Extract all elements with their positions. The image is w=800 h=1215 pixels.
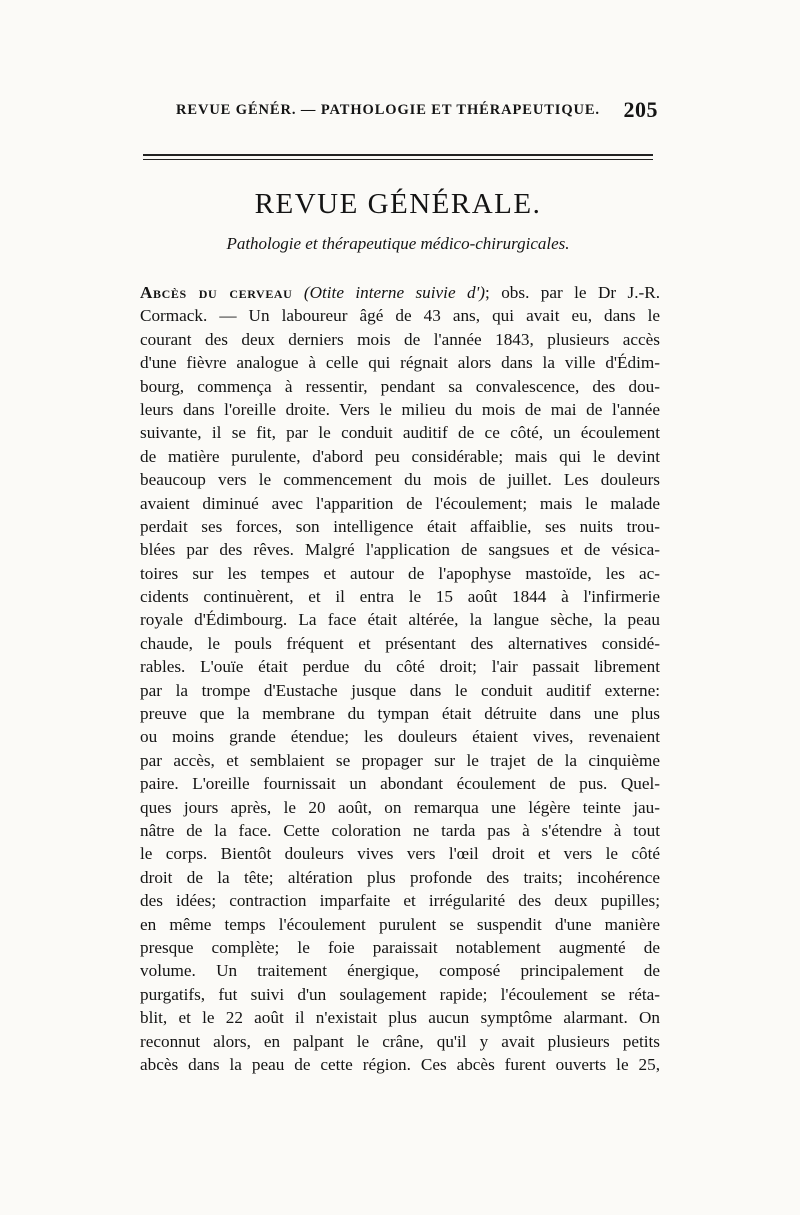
- article-line: suivante, il se fit, par le conduit auditif de ce côté, un écoulement: [140, 423, 660, 443]
- article-line: en même temps l'écoulement purulent se suspendit d'une manière: [140, 914, 660, 934]
- article-line: perdait ses forces, son intelligence était affaiblie, ses nuits trou-: [140, 516, 660, 536]
- article-line: toires sur les tempes et autour de l'apophyse mastoïde, les ac-: [140, 563, 660, 583]
- article-line: d'une fièvre analogue à celle qui régnait alors dans la ville d'Édim-: [140, 353, 660, 373]
- article-line: reconnut alors, en palpant le crâne, qu'il y avait plusieurs petits: [140, 1031, 660, 1051]
- article-line: blit, et le 22 août il n'existait plus aucun symptôme alarmant. On: [140, 1008, 660, 1028]
- running-head: [142, 98, 658, 122]
- article-line: cidents continuèrent, et il entra le 15 août 1844 à l'infirmerie: [140, 587, 660, 607]
- page-number: 205: [623, 97, 658, 122]
- article-line: presque complète; le foie paraissait notablement augmenté de: [140, 937, 660, 957]
- article-line: ques jours après, le 20 août, on remarqua une légère teinte jau-: [140, 797, 660, 817]
- article-line: volume. Un traitement énergique, composé principalement de: [140, 961, 660, 981]
- article-line: avaient diminué avec l'apparition de l'écoulement; mais le malade: [140, 493, 660, 513]
- article-line: royale d'Édimbourg. La face était altérée, la langue sèche, la peau: [140, 610, 660, 630]
- article-line: purgatifs, fut suivi d'un soulagement rapide; l'écoulement se réta-: [140, 984, 660, 1004]
- article-line: droit de la tête; altération plus profonde des traits; incohérence: [140, 867, 660, 887]
- article-line: preuve que la membrane du tympan était détruite dans une plus: [140, 704, 660, 724]
- article-line: bourg, commença à ressentir, pendant sa convalescence, des dou-: [140, 376, 660, 396]
- article-line: nâtre de la face. Cette coloration ne tarda pas à s'étendre à tout: [140, 820, 660, 840]
- article-line: rables. L'ouïe était perdue du côté droit; l'air passait librement: [140, 657, 660, 677]
- article-line: paire. L'oreille fournissait un abondant écoulement de pus. Quel-: [140, 774, 660, 794]
- article-line: chaude, le pouls fréquent et présentant des alternatives considé-: [140, 633, 660, 653]
- double-rule-divider: [143, 154, 653, 160]
- article-line: par la trompe d'Eustache jusque dans le conduit auditif externe:: [140, 680, 660, 700]
- article-line: des idées; contraction imparfaite et irrégularité des deux pupilles;: [140, 891, 660, 911]
- running-head-title: REVUE GÉNÉR. — PATHOLOGIE ET THÉRAPEUTIQUE.: [176, 102, 600, 118]
- article-line: par accès, et semblaient se propager sur le trajet de la cinquième: [140, 750, 660, 770]
- article-first-line: [140, 281, 660, 304]
- article-line: de matière purulente, d'abord peu considérable; mais qui le devint: [140, 446, 660, 466]
- article-line: ou moins grande étendue; les douleurs étaient vives, revenaient: [140, 727, 660, 747]
- article-lead-rest: ; obs. par le Dr J.-R.: [485, 283, 661, 302]
- article-line: Cormack. — Un laboureur âgé de 43 ans, qui avait eu, dans le: [140, 306, 660, 326]
- section-subtitle: Pathologie et thérapeutique médico-chirurgicales.: [226, 234, 570, 253]
- article-body: [140, 281, 660, 1076]
- article-line: abcès dans la peau de cette région. Ces abcès furent ouverts le 25,: [140, 1054, 660, 1074]
- article-lead-title: Abcès du cerveau: [140, 283, 293, 302]
- article-line: le corps. Bientôt douleurs vives vers l'œil droit et vers le côté: [140, 844, 660, 864]
- section-title: REVUE GÉNÉRALE.: [254, 188, 542, 220]
- article-line: beaucoup vers le commencement du mois de juillet. Les douleurs: [140, 470, 660, 490]
- article-line: blées par des rêves. Malgré l'application de sangsues et de vésica-: [140, 540, 660, 560]
- article-line: leurs dans l'oreille droite. Vers le milieu du mois de mai de l'année: [140, 399, 660, 419]
- article-line: courant des deux derniers mois de l'année 1843, plusieurs accès: [140, 329, 660, 349]
- article-lead-italic: (Otite interne suivie d'): [303, 283, 485, 302]
